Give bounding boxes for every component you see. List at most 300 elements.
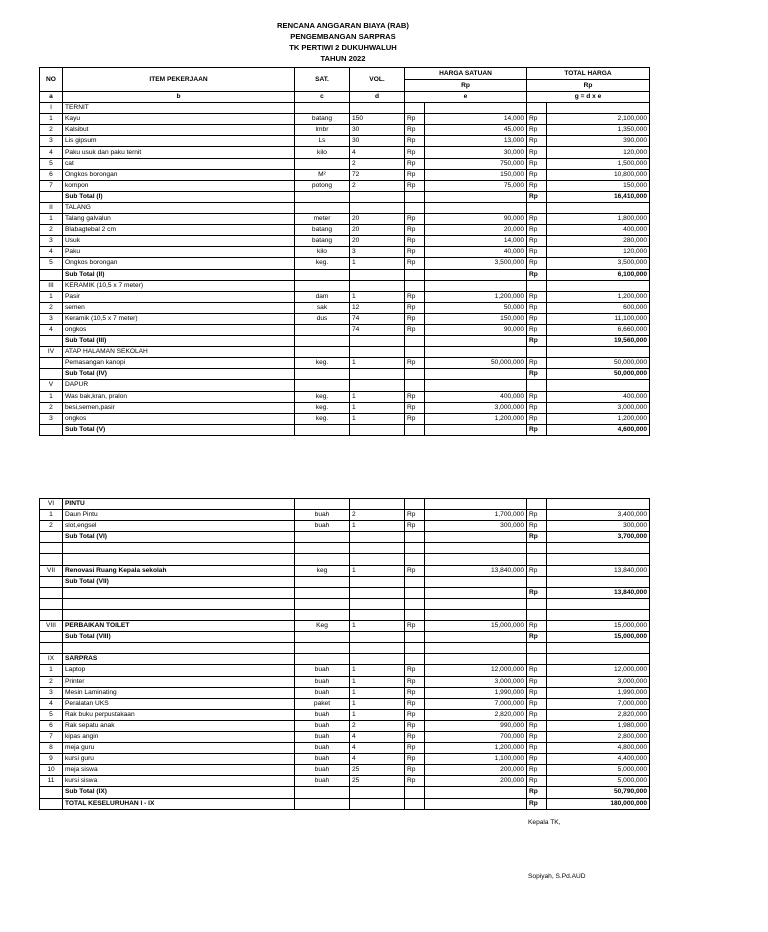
- cell-item: TERNIT: [63, 103, 295, 114]
- table-row: [40, 147, 650, 158]
- subtotal-row: [40, 369, 650, 380]
- cell-unit-price: [425, 543, 527, 554]
- cell-item: besi,semen,pasir: [63, 402, 295, 413]
- table-row: [40, 236, 650, 247]
- cell-no: [40, 576, 63, 587]
- cell-unit-price: 1,700,000: [425, 510, 527, 521]
- rab-table-body-1: [40, 103, 650, 436]
- cell-price-currency: Rp: [405, 743, 425, 754]
- cell-total-price: 280,000: [547, 236, 650, 247]
- cell-total-price: 120,000: [547, 147, 650, 158]
- table-row: [40, 358, 650, 369]
- cell-unit-price: 14,000: [425, 114, 527, 125]
- cell-unit-price: [425, 532, 527, 543]
- cell-unit-price: [425, 798, 527, 809]
- cell-total-price: 3,700,000: [547, 532, 650, 543]
- cell-total-price: 10,800,000: [547, 169, 650, 180]
- subtotal-row: [40, 532, 650, 543]
- cell-price-currency: Rp: [405, 291, 425, 302]
- cell-unit-price: [425, 598, 527, 609]
- cell-total-currency: Rp: [527, 269, 547, 280]
- table-row: [40, 676, 650, 687]
- cell-unit-price: 50,000,000: [425, 358, 527, 369]
- cell-item: cat: [63, 158, 295, 169]
- cell-no: VIII: [40, 621, 63, 632]
- cell-price-currency: Rp: [405, 698, 425, 709]
- cell-total-currency: [527, 280, 547, 291]
- cell-item: Renovasi Ruang Kepala sekolah: [63, 565, 295, 576]
- cell-item: Sub Total (VIII): [63, 632, 295, 643]
- cell-no: 2: [40, 676, 63, 687]
- cell-total-currency: Rp: [527, 510, 547, 521]
- cell-unit: kilo: [295, 247, 350, 258]
- cell-no: 2: [40, 225, 63, 236]
- cell-unit-price: [425, 191, 527, 202]
- cell-price-currency: Rp: [405, 402, 425, 413]
- cell-volume: 1: [350, 258, 405, 269]
- cell-no: [40, 191, 63, 202]
- cell-volume: [350, 424, 405, 435]
- cell-price-currency: Rp: [405, 720, 425, 731]
- col-header-harga: HARGA SATUAN: [405, 68, 527, 80]
- cell-volume: 1: [350, 565, 405, 576]
- cell-item: kipas angin: [63, 731, 295, 742]
- cell-no: 3: [40, 136, 63, 147]
- cell-no: 5: [40, 258, 63, 269]
- cell-item: Mesin Laminating: [63, 687, 295, 698]
- cell-total-currency: Rp: [527, 676, 547, 687]
- cell-total-price: 180,000,000: [547, 798, 650, 809]
- cell-unit-price: [425, 554, 527, 565]
- table-row: [40, 565, 650, 576]
- cell-unit-price: 90,000: [425, 324, 527, 335]
- cell-volume: [350, 347, 405, 358]
- cell-volume: [350, 280, 405, 291]
- cell-item: [63, 587, 295, 598]
- cell-volume: [350, 532, 405, 543]
- col-header-item: ITEM PEKERJAAN: [63, 68, 295, 92]
- cell-item: Kayu: [63, 114, 295, 125]
- cell-item: [63, 554, 295, 565]
- blank-row: [40, 554, 650, 565]
- cell-total-price: [547, 280, 650, 291]
- cell-volume: [350, 787, 405, 798]
- cell-unit: [295, 380, 350, 391]
- column-letter-row: [40, 92, 650, 103]
- cell-item: Sub Total (III): [63, 336, 295, 347]
- cell-price-currency: Rp: [405, 324, 425, 335]
- cell-item: kursi siswa: [63, 776, 295, 787]
- cell-price-currency: Rp: [405, 413, 425, 424]
- cell-unit: [295, 347, 350, 358]
- cell-total-currency: Rp: [527, 621, 547, 632]
- cell-price-currency: [405, 543, 425, 554]
- cell-unit: [295, 787, 350, 798]
- cell-unit-price: [425, 424, 527, 435]
- cell-unit: [295, 543, 350, 554]
- cell-price-currency: [405, 532, 425, 543]
- cell-no: 3: [40, 313, 63, 324]
- cell-total-currency: Rp: [527, 787, 547, 798]
- cell-unit: Keg: [295, 621, 350, 632]
- table-row: [40, 402, 650, 413]
- cell-no: 4: [40, 698, 63, 709]
- cell-unit-price: 150,000: [425, 313, 527, 324]
- cell-unit: [295, 609, 350, 620]
- cell-item: Peralatan UKS: [63, 698, 295, 709]
- cell-unit: [295, 532, 350, 543]
- cell-unit-price: 40,000: [425, 247, 527, 258]
- cell-unit: potong: [295, 180, 350, 191]
- cell-volume: 20: [350, 225, 405, 236]
- section-row: [40, 347, 650, 358]
- cell-no: 5: [40, 709, 63, 720]
- cell-item: Sub Total (II): [63, 269, 295, 280]
- cell-volume: 1: [350, 676, 405, 687]
- cell-unit: lmbr: [295, 125, 350, 136]
- table-row: [40, 169, 650, 180]
- cell-total-currency: Rp: [527, 754, 547, 765]
- cell-volume: [350, 587, 405, 598]
- cell-price-currency: Rp: [405, 114, 425, 125]
- cell-no: [40, 269, 63, 280]
- cell-unit-price: [425, 369, 527, 380]
- cell-total-currency: Rp: [527, 402, 547, 413]
- cell-unit-price: 3,000,000: [425, 402, 527, 413]
- cell-price-currency: [405, 103, 425, 114]
- cell-total-currency: Rp: [527, 521, 547, 532]
- cell-total-price: 5,000,000: [547, 765, 650, 776]
- cell-item: [63, 598, 295, 609]
- cell-total-currency: Rp: [527, 214, 547, 225]
- cell-no: 3: [40, 413, 63, 424]
- table-row: [40, 731, 650, 742]
- cell-item: Was bak,kran, pralon: [63, 391, 295, 402]
- cell-total-currency: [527, 654, 547, 665]
- cell-price-currency: Rp: [405, 765, 425, 776]
- doc-title: RENCANA ANGGARAN BIAYA (RAB): [277, 21, 409, 30]
- cell-price-currency: Rp: [405, 731, 425, 742]
- cell-total-currency: Rp: [527, 587, 547, 598]
- cell-item: Sub Total (IX): [63, 787, 295, 798]
- cell-total-price: 12,000,000: [547, 665, 650, 676]
- cell-total-currency: Rp: [527, 158, 547, 169]
- cell-total-price: 1,200,000: [547, 413, 650, 424]
- table-row: [40, 125, 650, 136]
- subtotal-row: [40, 191, 650, 202]
- cell-total-price: 50,790,000: [547, 787, 650, 798]
- cell-volume: 1: [350, 291, 405, 302]
- cell-price-currency: Rp: [405, 180, 425, 191]
- cell-no: 1: [40, 665, 63, 676]
- cell-item: Kalsibut: [63, 125, 295, 136]
- cell-volume: 1: [350, 709, 405, 720]
- cell-item: DAPUR: [63, 380, 295, 391]
- cell-no: [40, 632, 63, 643]
- cell-no: 4: [40, 324, 63, 335]
- cell-price-currency: Rp: [405, 125, 425, 136]
- cell-no: 1: [40, 391, 63, 402]
- table-row: [40, 665, 650, 676]
- cell-total-currency: [527, 347, 547, 358]
- cell-price-currency: Rp: [405, 510, 425, 521]
- cell-price-currency: [405, 269, 425, 280]
- table-row: [40, 765, 650, 776]
- cell-price-currency: Rp: [405, 158, 425, 169]
- subtotal-row: [40, 424, 650, 435]
- cell-total-currency: Rp: [527, 358, 547, 369]
- table-row: [40, 687, 650, 698]
- cell-unit: buah: [295, 687, 350, 698]
- col-letter-b: b: [63, 92, 295, 103]
- cell-total-currency: Rp: [527, 236, 547, 247]
- cell-unit-price: [425, 336, 527, 347]
- subtotal-row: [40, 587, 650, 598]
- cell-total-price: 400,000: [547, 225, 650, 236]
- table-row: [40, 291, 650, 302]
- cell-unit: buah: [295, 743, 350, 754]
- cell-item: kompon: [63, 180, 295, 191]
- cell-no: 6: [40, 169, 63, 180]
- table-row: [40, 313, 650, 324]
- cell-total-price: 3,500,000: [547, 258, 650, 269]
- section-row: [40, 654, 650, 665]
- cell-unit-price: [425, 632, 527, 643]
- cell-no: 6: [40, 720, 63, 731]
- blank-row: [40, 598, 650, 609]
- cell-price-currency: Rp: [405, 565, 425, 576]
- cell-price-currency: [405, 554, 425, 565]
- cell-total-currency: Rp: [527, 291, 547, 302]
- cell-total-currency: [527, 576, 547, 587]
- cell-volume: 4: [350, 731, 405, 742]
- section-row: [40, 103, 650, 114]
- table-row: [40, 621, 650, 632]
- cell-unit-price: 1,200,000: [425, 413, 527, 424]
- cell-unit-price: [425, 576, 527, 587]
- cell-item: Printer: [63, 676, 295, 687]
- cell-unit: [295, 643, 350, 654]
- cell-no: 3: [40, 236, 63, 247]
- cell-total-currency: [527, 598, 547, 609]
- cell-unit: keg: [295, 565, 350, 576]
- cell-total-currency: Rp: [527, 632, 547, 643]
- cell-item: Sub Total (VII): [63, 576, 295, 587]
- cell-volume: [350, 654, 405, 665]
- cell-total-price: 13,840,000: [547, 565, 650, 576]
- cell-no: [40, 358, 63, 369]
- cell-no: 8: [40, 743, 63, 754]
- cell-item: Paku usuk dan paku ternit: [63, 147, 295, 158]
- cell-volume: 3: [350, 247, 405, 258]
- cell-volume: 1: [350, 413, 405, 424]
- cell-item: Rak sepatu anak: [63, 720, 295, 731]
- cell-price-currency: Rp: [405, 676, 425, 687]
- cell-no: 4: [40, 247, 63, 258]
- cell-volume: 1: [350, 665, 405, 676]
- cell-no: 7: [40, 180, 63, 191]
- cell-total-currency: [527, 543, 547, 554]
- cell-no: 9: [40, 754, 63, 765]
- cell-unit-price: [425, 499, 527, 510]
- cell-no: [40, 609, 63, 620]
- cell-no: [40, 532, 63, 543]
- cell-unit: [295, 369, 350, 380]
- cell-volume: 30: [350, 136, 405, 147]
- cell-volume: 25: [350, 776, 405, 787]
- cell-total-price: 120,000: [547, 247, 650, 258]
- cell-unit: buah: [295, 676, 350, 687]
- cell-price-currency: Rp: [405, 621, 425, 632]
- cell-unit: [295, 280, 350, 291]
- cell-volume: [350, 369, 405, 380]
- subtotal-row: [40, 269, 650, 280]
- cell-total-currency: Rp: [527, 169, 547, 180]
- cell-unit-price: 1,100,000: [425, 754, 527, 765]
- cell-volume: 12: [350, 302, 405, 313]
- cell-total-price: 13,840,000: [547, 587, 650, 598]
- cell-unit-price: [425, 654, 527, 665]
- cell-item: KERAMIK (10,5 x 7 meter): [63, 280, 295, 291]
- cell-volume: 1: [350, 402, 405, 413]
- table-row: [40, 521, 650, 532]
- cell-item: meja guru: [63, 743, 295, 754]
- cell-total-currency: Rp: [527, 324, 547, 335]
- cell-volume: 74: [350, 324, 405, 335]
- cell-price-currency: [405, 609, 425, 620]
- cell-unit-price: 3,500,000: [425, 258, 527, 269]
- cell-unit: buah: [295, 765, 350, 776]
- cell-unit-price: 13,000: [425, 136, 527, 147]
- cell-volume: [350, 336, 405, 347]
- cell-volume: [350, 103, 405, 114]
- cell-price-currency: [405, 798, 425, 809]
- cell-price-currency: Rp: [405, 147, 425, 158]
- cell-no: V: [40, 380, 63, 391]
- cell-total-price: [547, 654, 650, 665]
- cell-unit: dus: [295, 313, 350, 324]
- cell-no: 1: [40, 291, 63, 302]
- cell-total-currency: Rp: [527, 225, 547, 236]
- table-row: [40, 776, 650, 787]
- cell-unit-price: [425, 609, 527, 620]
- cell-unit-price: [425, 380, 527, 391]
- cell-total-currency: Rp: [527, 191, 547, 202]
- cell-unit-price: 200,000: [425, 765, 527, 776]
- cell-unit: [295, 654, 350, 665]
- cell-total-price: [547, 609, 650, 620]
- cell-unit-price: [425, 103, 527, 114]
- cell-unit-price: 13,840,000: [425, 565, 527, 576]
- column-header-row: [40, 68, 650, 80]
- cell-total-currency: [527, 202, 547, 213]
- cell-unit-price: 1,200,000: [425, 743, 527, 754]
- cell-total-price: [547, 576, 650, 587]
- cell-volume: 25: [350, 765, 405, 776]
- cell-volume: 4: [350, 754, 405, 765]
- cell-unit: [295, 598, 350, 609]
- cell-volume: 2: [350, 510, 405, 521]
- cell-no: [40, 369, 63, 380]
- cell-unit-price: [425, 787, 527, 798]
- cell-total-currency: Rp: [527, 532, 547, 543]
- cell-unit-price: 50,000: [425, 302, 527, 313]
- col-header-total: TOTAL HARGA: [527, 68, 650, 80]
- cell-unit: batang: [295, 236, 350, 247]
- col-header-vol: VOL.: [350, 68, 405, 92]
- cell-volume: 2: [350, 158, 405, 169]
- cell-no: IV: [40, 347, 63, 358]
- cell-total-currency: Rp: [527, 765, 547, 776]
- table-row: [40, 413, 650, 424]
- table-row: [40, 754, 650, 765]
- table-row: [40, 258, 650, 269]
- cell-total-price: [547, 347, 650, 358]
- cell-item: ATAP HALAMAN SEKOLAH: [63, 347, 295, 358]
- cell-item: Paku: [63, 247, 295, 258]
- table-row: [40, 180, 650, 191]
- cell-no: VI: [40, 499, 63, 510]
- cell-no: [40, 787, 63, 798]
- cell-total-currency: Rp: [527, 665, 547, 676]
- cell-price-currency: [405, 598, 425, 609]
- cell-volume: [350, 798, 405, 809]
- cell-volume: 150: [350, 114, 405, 125]
- cell-volume: 1: [350, 621, 405, 632]
- cell-volume: [350, 554, 405, 565]
- cell-price-currency: [405, 643, 425, 654]
- cell-unit-price: [425, 202, 527, 213]
- cell-total-currency: Rp: [527, 776, 547, 787]
- cell-total-currency: Rp: [527, 743, 547, 754]
- cell-total-price: 2,800,000: [547, 731, 650, 742]
- cell-volume: 1: [350, 358, 405, 369]
- col-header-no: NO: [40, 68, 63, 92]
- cell-unit: [295, 269, 350, 280]
- cell-price-currency: [405, 280, 425, 291]
- cell-no: [40, 543, 63, 554]
- cell-total-price: 390,000: [547, 136, 650, 147]
- cell-unit-price: 3,000,000: [425, 676, 527, 687]
- cell-item: ongkos: [63, 413, 295, 424]
- cell-total-currency: Rp: [527, 698, 547, 709]
- cell-item: Sub Total (I): [63, 191, 295, 202]
- doc-subtitle-school: TK PERTIWI 2 DUKUHWALUH: [289, 43, 397, 52]
- cell-unit: buah: [295, 521, 350, 532]
- cell-price-currency: [405, 336, 425, 347]
- cell-volume: 2: [350, 180, 405, 191]
- cell-item: SARPRAS: [63, 654, 295, 665]
- cell-total-price: 5,000,000: [547, 776, 650, 787]
- table-row: [40, 225, 650, 236]
- signature-name: Sopiyah, S.Pd.AUD: [528, 873, 586, 880]
- rab-table-body-2: [40, 499, 650, 810]
- cell-unit: buah: [295, 754, 350, 765]
- cell-total-price: [547, 380, 650, 391]
- cell-unit: buah: [295, 731, 350, 742]
- cell-unit: [295, 202, 350, 213]
- cell-total-currency: [527, 103, 547, 114]
- table-row: [40, 158, 650, 169]
- cell-item: semen: [63, 302, 295, 313]
- subtotal-row: [40, 576, 650, 587]
- cell-unit: keg.: [295, 358, 350, 369]
- cell-item: Usuk: [63, 236, 295, 247]
- cell-unit: sak: [295, 302, 350, 313]
- cell-unit: [295, 324, 350, 335]
- cell-price-currency: Rp: [405, 776, 425, 787]
- cell-total-currency: Rp: [527, 136, 547, 147]
